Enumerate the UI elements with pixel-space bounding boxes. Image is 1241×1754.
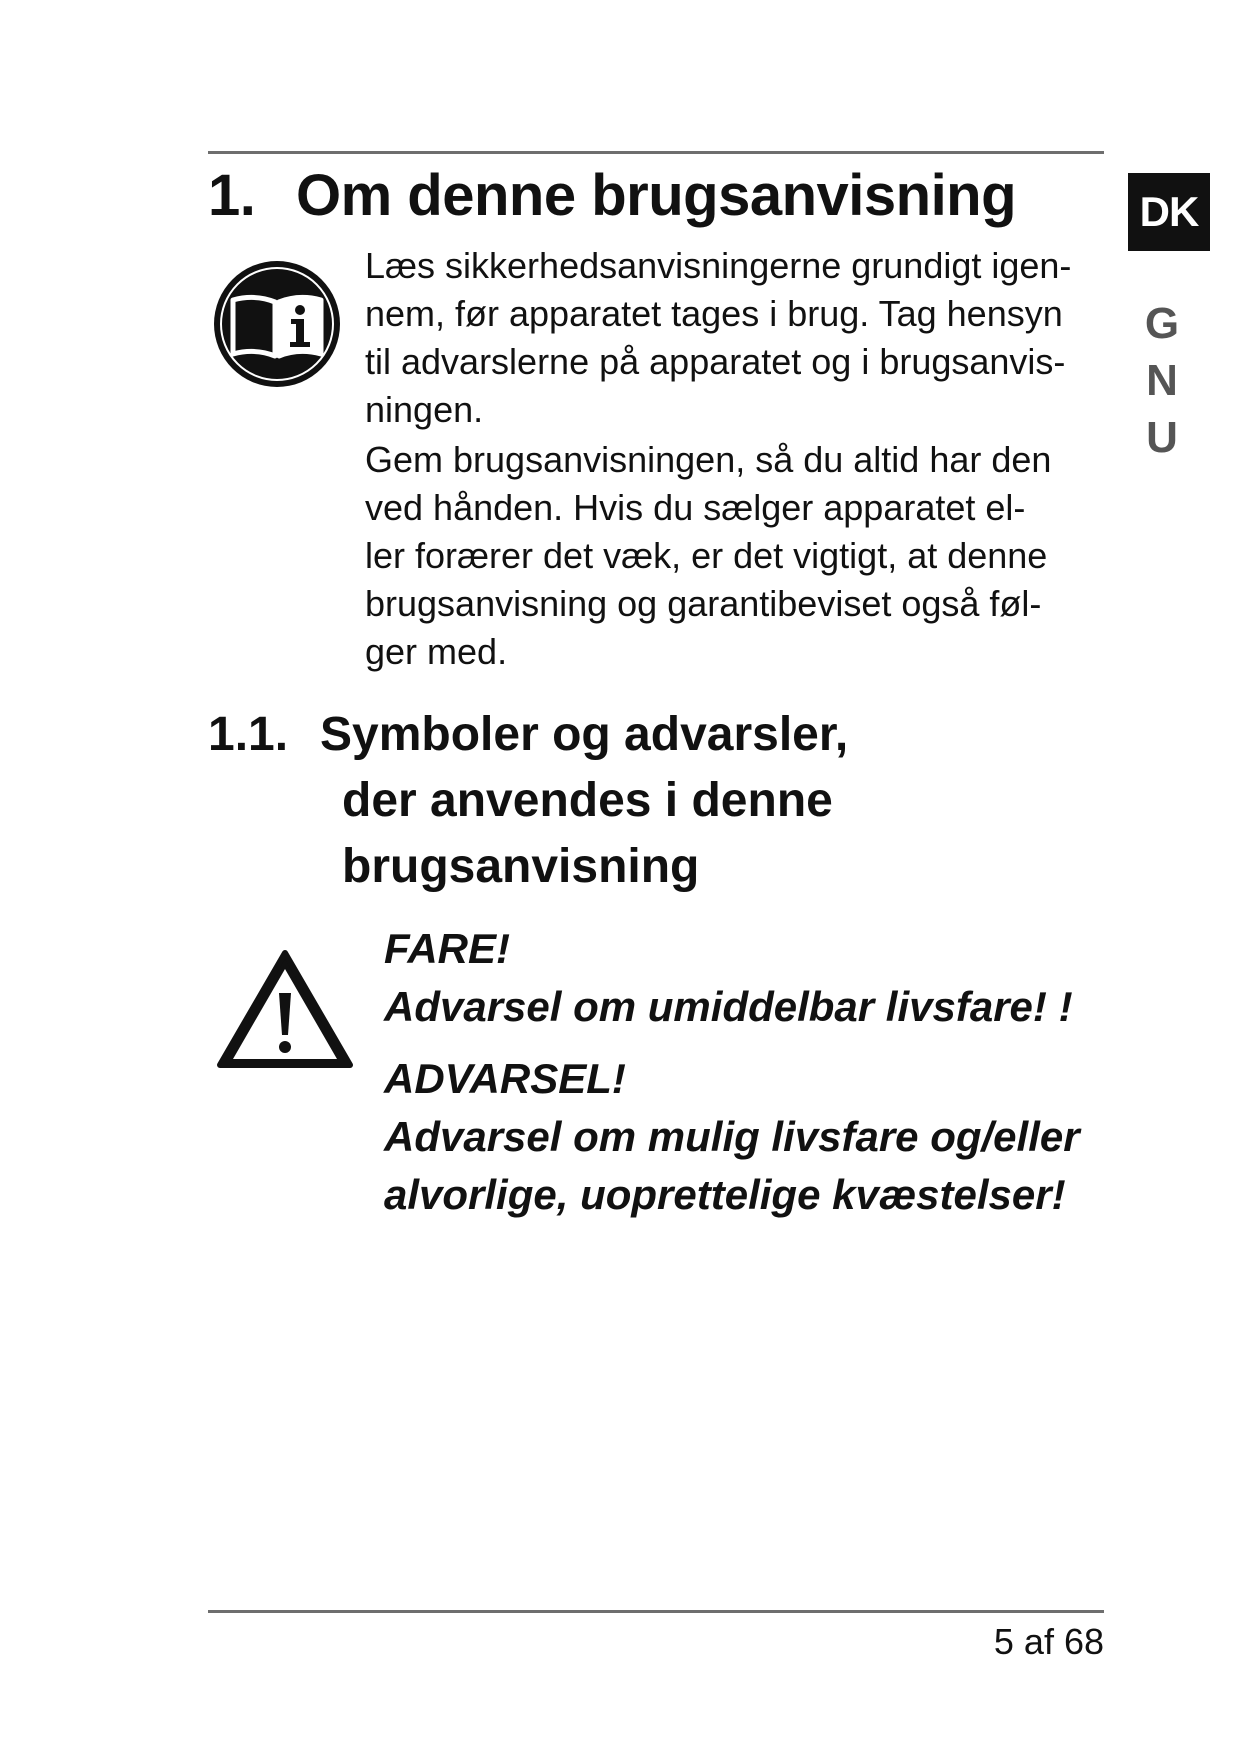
danger-warning xyxy=(384,920,1073,1036)
section-1-title: Om denne brugsanvisning xyxy=(296,163,1017,228)
top-rule xyxy=(208,151,1104,154)
side-letter: G xyxy=(1144,299,1180,348)
text-line: til advarslerne på apparatet og i brugsanvis- xyxy=(365,341,1066,382)
section-1-1-title-line: Symboler og advarsler, xyxy=(320,708,849,761)
warning-label: FARE! xyxy=(384,925,510,972)
warning-text: alvorlige, uoprettelige kvæstelser! xyxy=(384,1171,1066,1218)
section-1-1-title-line: brugsanvisning xyxy=(342,840,700,893)
text-line: Gem brugsanvisningen, så du altid har den xyxy=(365,439,1052,480)
warning-triangle-icon xyxy=(215,947,355,1073)
text-line: brugsanvisning og garantibeviset også føl- xyxy=(365,583,1042,624)
page-number: 5 af 68 xyxy=(993,1621,1104,1662)
section-1-1-title-line: der anvendes i denne xyxy=(342,774,833,827)
section-1-number: 1. xyxy=(208,163,256,228)
info-manual-icon xyxy=(211,258,343,390)
keep-manual-paragraph xyxy=(365,436,1105,676)
text-line: ved hånden. Hvis du sælger apparatet el- xyxy=(365,487,1026,528)
text-line: nem, før apparatet tages i brug. Tag hensyn xyxy=(365,293,1063,334)
side-letter: U xyxy=(1146,413,1178,462)
text-line: ler forærer det væk, er det vigtigt, at denne xyxy=(365,535,1048,576)
section-1-1-number: 1.1. xyxy=(208,708,289,761)
language-tab: DK xyxy=(1128,173,1210,251)
section-1-heading xyxy=(208,160,1016,232)
text-line: ningen. xyxy=(365,389,484,430)
intro-paragraph xyxy=(365,242,1105,434)
section-1-1-heading xyxy=(208,702,848,900)
bottom-rule xyxy=(208,1610,1104,1613)
caution-warning xyxy=(384,1050,1080,1224)
warning-text: Advarsel om mulig livsfare og/eller xyxy=(384,1113,1080,1160)
warning-label: ADVARSEL! xyxy=(384,1055,626,1102)
warning-text: Advarsel om umiddelbar livsfare! ! xyxy=(384,983,1073,1030)
text-line: ger med. xyxy=(365,631,508,672)
side-letter: N xyxy=(1146,356,1178,405)
side-language-letters xyxy=(1134,295,1190,466)
text-line: Læs sikkerhedsanvisningerne grundigt igen- xyxy=(365,245,1072,286)
